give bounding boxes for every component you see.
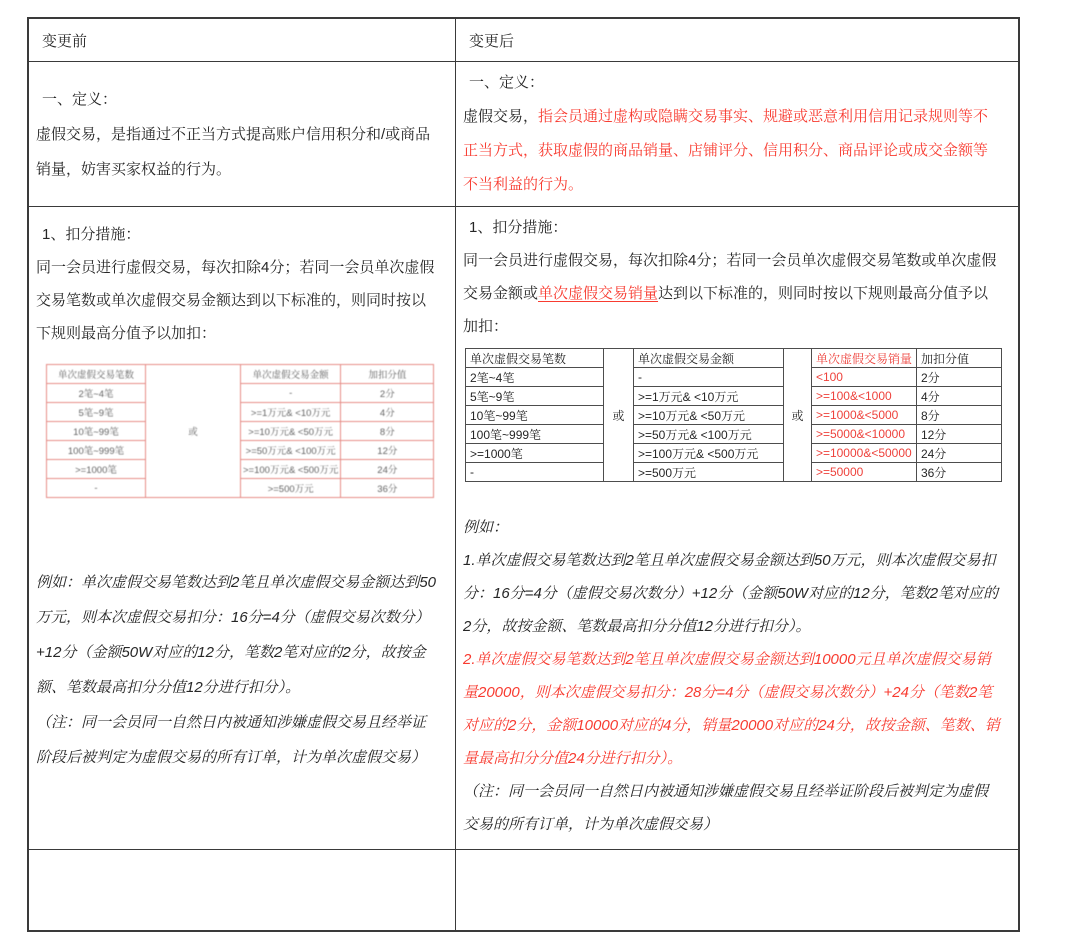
- penalty-value-cell: >=1000笔: [466, 444, 604, 463]
- before-label: 变更前: [42, 32, 88, 50]
- penalty-grid: [46, 364, 434, 498]
- penalty-value-cell: >=500万元: [241, 479, 341, 498]
- before-measures-cell: [29, 207, 456, 850]
- after-definition-body: [463, 100, 1002, 202]
- after-note: （注：同一会员同一自然日内被通知涉嫌虚假交易且经举证阶段后被判定为虚假交易的所有订单，计为单次虚假交易）: [463, 783, 989, 833]
- after-next-row-cell: [456, 850, 1018, 930]
- penalty-value-cell: >=1000笔: [47, 460, 146, 479]
- penalty-value-cell: -: [466, 463, 604, 482]
- before-note: （注：同一会员同一自然日内被通知涉嫌虚假交易且经举证阶段后被判定为虚假交易的所有订单，计为单次虚假交易）: [36, 714, 427, 766]
- penalty-grid: [465, 348, 1002, 482]
- definition-added-text: 指会员通过虚构或隐瞒交易事实、规避或恶意利用信用记录规则等不正当方式，获取虚假的商品销量、店铺评分、信用积分、商品评论或成交金额等不当利益的行为。: [463, 108, 989, 193]
- penalty-value-cell: >=100万元& <500万元: [241, 460, 341, 479]
- penalty-column-header: 加扣分值: [341, 365, 434, 384]
- after-example-1: 1.单次虚假交易笔数达到2笔且单次虚假交易金额达到50万元，则本次虚假交易扣分：16分=4分（虚假交易次数分）+12分（金额50W对应的12分，笔数2笔对应的2分，故按金额、笔数最高扣分分值12分进行扣分）。: [463, 552, 999, 635]
- after-definition-title: 一、定义：: [469, 74, 545, 91]
- penalty-column-header: 单次虚假交易金额: [241, 365, 341, 384]
- penalty-value-cell: 12分: [916, 425, 1001, 444]
- penalty-value-cell: 4分: [916, 387, 1001, 406]
- before-definition-body: 虚假交易，是指通过不正当方式提高账户信用积分和/或商品销量，妨害买家权益的行为。: [36, 126, 431, 178]
- penalty-value-cell: >=1000&<5000: [811, 406, 916, 425]
- penalty-value-cell: >=50000: [811, 463, 916, 482]
- measures-body-text-1: 同一会员进行虚假交易，每次扣除4分；若同一会员单次虚假交易笔数或单次虚假交易金额或: [463, 252, 997, 302]
- measures-body-text-2: 达到以下标准的，则同时按以下规则最高分值予以加扣：: [463, 285, 989, 335]
- penalty-value-cell: >=10万元& <50万元: [633, 406, 783, 425]
- comparison-table: [27, 17, 1020, 932]
- penalty-value-cell: 2分: [916, 368, 1001, 387]
- after-example-2: 2.单次虚假交易笔数达到2笔且单次虚假交易金额达到10000元且单次虚假交易销量20000，则本次虚假交易扣分：28分=4分（虚假交易次数分）+24分（笔数2笔对应的2分，金额10000对应的4分，销量20000对应的24分，故按金额、笔数、销量最高扣分分值24分进行扣分）。: [463, 651, 1000, 767]
- penalty-value-cell: >=500万元: [633, 463, 783, 482]
- penalty-value-cell: 5笔~9笔: [47, 403, 146, 422]
- before-example: 例如：单次虚假交易笔数达到2笔且单次虚假交易金额达到50万元，则本次虚假交易扣分：16分=4分（虚假交易次数分）+12分（金额50W对应的12分，笔数2笔对应的2分，故按金额、笔数最高扣分分值12分进行扣分）。: [36, 574, 437, 696]
- penalty-value-cell: 10笔~99笔: [466, 406, 604, 425]
- penalty-value-cell: <100: [811, 368, 916, 387]
- penalty-value-cell: 8分: [341, 422, 434, 441]
- measures-added-text: 单次虚假交易销量: [538, 285, 659, 302]
- after-example-label: 例如：: [463, 519, 509, 536]
- column-header-before: [29, 19, 456, 62]
- after-measures-cell: [456, 207, 1018, 850]
- definition-lead-text: 虚假交易，: [463, 108, 539, 125]
- before-measures-body: 同一会员进行虚假交易，每次扣除4分；若同一会员单次虚假交易笔数或单次虚假交易金额达到以下标准的，则同时按以下规则最高分值予以加扣：: [36, 259, 435, 342]
- penalty-value-cell: 100笔~999笔: [466, 425, 604, 444]
- penalty-column-header: 单次虚假交易笔数: [47, 365, 146, 384]
- penalty-value-cell: >=10万元& <50万元: [241, 422, 341, 441]
- penalty-value-cell: 36分: [341, 479, 434, 498]
- penalty-value-cell: -: [633, 368, 783, 387]
- penalty-column-header: 单次虚假交易金额: [633, 349, 783, 368]
- penalty-value-cell: >=1万元& <10万元: [633, 387, 783, 406]
- penalty-value-cell: 10笔~99笔: [47, 422, 146, 441]
- penalty-value-cell: 24分: [916, 444, 1001, 463]
- penalty-column-header: 加扣分值: [916, 349, 1001, 368]
- penalty-value-cell: -: [47, 479, 146, 498]
- penalty-value-cell: 8分: [916, 406, 1001, 425]
- penalty-value-cell: 4分: [341, 403, 434, 422]
- penalty-value-cell: >=1万元& <10万元: [241, 403, 341, 422]
- or-connector-cell: 或: [603, 349, 633, 482]
- penalty-value-cell: >=100&<1000: [811, 387, 916, 406]
- penalty-value-cell: 2分: [341, 384, 434, 403]
- penalty-value-cell: >=50万元& <100万元: [241, 441, 341, 460]
- penalty-value-cell: -: [241, 384, 341, 403]
- penalty-value-cell: 2笔~4笔: [466, 368, 604, 387]
- penalty-column-header: 单次虚假交易销量: [811, 349, 916, 368]
- penalty-value-cell: >=10000&<50000: [811, 444, 916, 463]
- penalty-value-cell: 24分: [341, 460, 434, 479]
- before-next-row-cell: [29, 850, 456, 930]
- penalty-value-cell: 36分: [916, 463, 1001, 482]
- after-label: 变更后: [469, 32, 515, 50]
- penalty-value-cell: >=5000&<10000: [811, 425, 916, 444]
- penalty-value-cell: >=50万元& <100万元: [633, 425, 783, 444]
- column-header-after: [456, 19, 1018, 62]
- before-penalty-table: [46, 364, 439, 498]
- or-connector-cell: 或: [146, 365, 241, 498]
- penalty-value-cell: >=100万元& <500万元: [633, 444, 783, 463]
- before-definition-cell: [29, 62, 456, 207]
- penalty-column-header: 单次虚假交易笔数: [466, 349, 604, 368]
- after-measures-title: 1、扣分措施：: [469, 219, 568, 236]
- before-measures-title: 1、扣分措施：: [42, 226, 141, 243]
- or-connector-cell: 或: [783, 349, 811, 482]
- after-definition-cell: [456, 62, 1018, 207]
- after-measures-body: [463, 244, 1002, 343]
- penalty-value-cell: 5笔~9笔: [466, 387, 604, 406]
- penalty-value-cell: 12分: [341, 441, 434, 460]
- before-definition-title: 一、定义：: [42, 91, 118, 108]
- penalty-value-cell: 2笔~4笔: [47, 384, 146, 403]
- penalty-value-cell: 100笔~999笔: [47, 441, 146, 460]
- after-penalty-table: [465, 348, 1002, 482]
